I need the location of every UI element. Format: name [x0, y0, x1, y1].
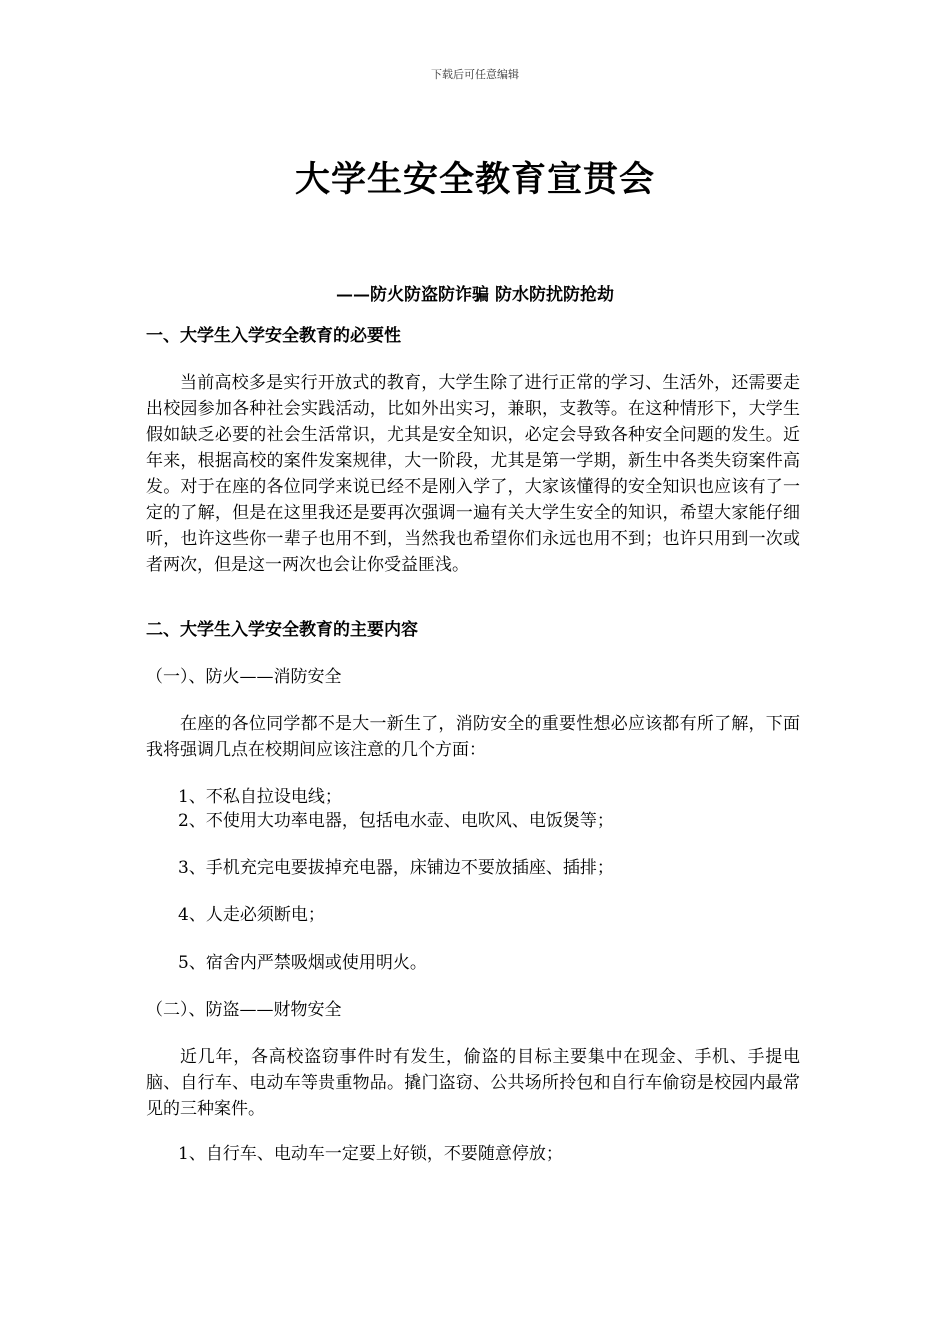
fire-item-3: 3、手机充完电要拔掉充电器，床铺边不要放插座、插排； [178, 858, 614, 878]
fire-subheading: （一）、防火——消防安全 [146, 667, 342, 687]
section1-paragraph: 当前高校多是实行开放式的教育，大学生除了进行正常的学习、生活外，还需要走出校园参加各种社会实践活动，比如外出实习，兼职，支教等。在这种情形下，大学生假如缺乏必要的社会生活常识，尤其是安全知识，必定会导致各种安全问题的发生。近年来，根据高校的案件发案规律，大一阶段，尤其是第一学期，新生中各类失窃案件高发。对于在座的各位同学来说已经不是刚入学了，大家该懂得的安全知识也应该有了一定的了解，但是在这里我还是要再次强调一遍有关大学生安全的知识，希望大家能仔细听，也许这些你一辈子也用不到，当然我也希望你们永远也用不到；也许只用到一次或者两次，但是这一两次也会让你受益匪浅。 [146, 373, 800, 575]
page-title: 大学生安全教育宣贯会 [294, 159, 655, 200]
fire-item-1: 1、不私自拉设电线； [178, 787, 342, 807]
fire-item-4: 4、人走必须断电； [178, 905, 325, 925]
header-note: 下载后可任意编辑 [431, 68, 519, 81]
section1-heading: 一、大学生入学安全教育的必要性 [146, 326, 401, 346]
fire-item-2: 2、不使用大功率电器，包括电水壶、电吹风、电饭煲等； [178, 811, 614, 831]
fire-paragraph: 在座的各位同学都不是大一新生了，消防安全的重要性想必应该都有所了解，下面我将强调几点在校期间应该注意的几个方面： [146, 714, 800, 760]
section2-heading: 二、大学生入学安全教育的主要内容 [146, 620, 418, 640]
theft-paragraph: 近几年，各高校盗窃事件时有发生，偷盗的目标主要集中在现金、手机、手提电脑、自行车、电动车等贵重物品。撬门盗窃、公共场所拎包和自行车偷窃是校园内最常见的三种案件。 [146, 1047, 800, 1119]
fire-item-5: 5、宿舍内严禁吸烟或使用明火。 [178, 953, 427, 973]
theft-item-1: 1、自行车、电动车一定要上好锁，不要随意停放； [178, 1144, 563, 1164]
page-subtitle: ——防火防盗防诈骗 防水防扰防抢劫 [336, 285, 614, 305]
theft-subheading: （二）、防盗——财物安全 [146, 1000, 342, 1020]
